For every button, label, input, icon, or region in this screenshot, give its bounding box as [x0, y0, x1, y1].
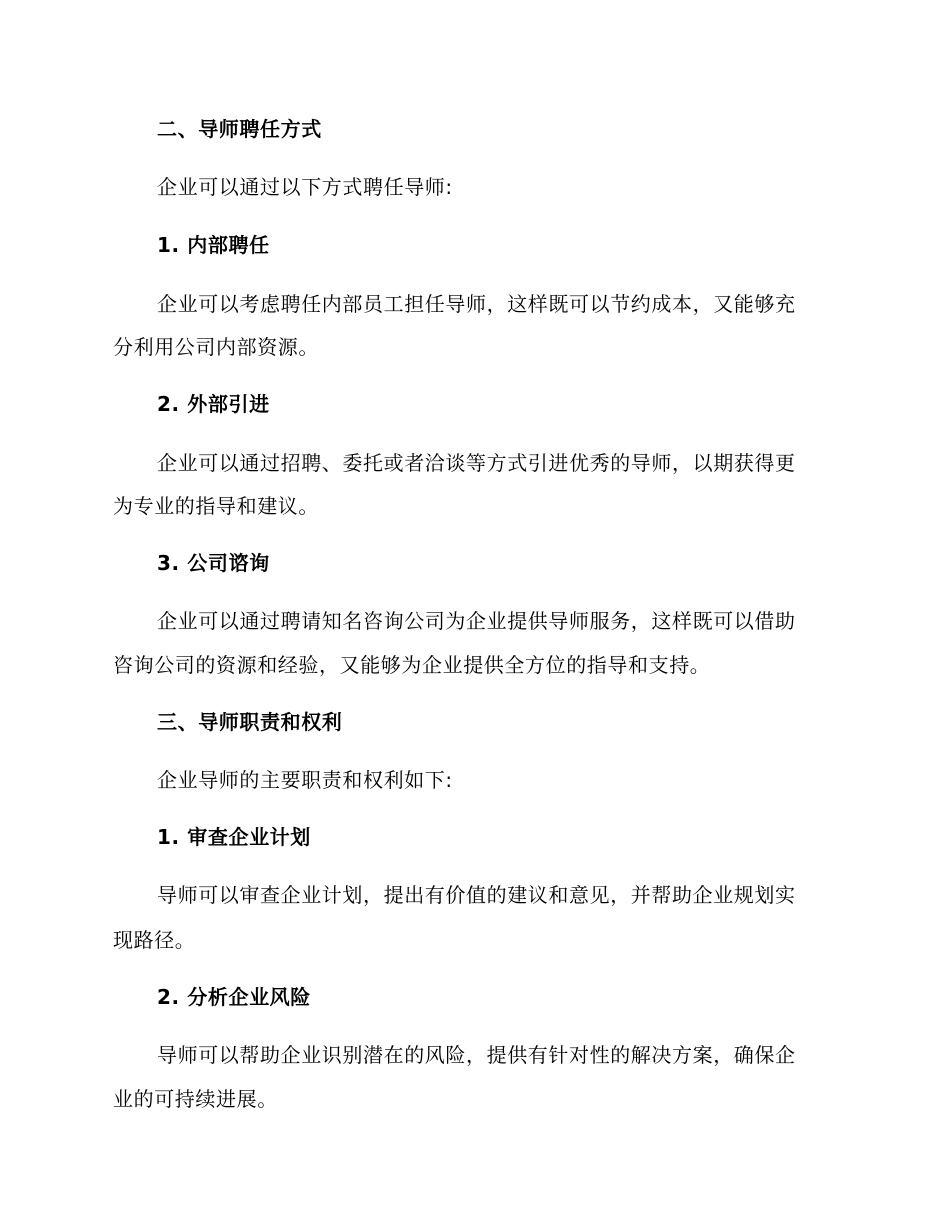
paragraph-line: 业的可持续进展。: [113, 1087, 278, 1111]
paragraph-line: 分利用公司内部资源。: [113, 335, 319, 359]
item-heading: 2. 外部引进: [157, 392, 270, 416]
paragraph-line: 企业可以考虑聘任内部员工担任导师，这样既可以节约成本，又能够充: [157, 292, 796, 316]
paragraph-line: 现路径。: [113, 928, 196, 952]
section-heading: 三、导师职责和权利: [157, 710, 343, 734]
item-heading: 3. 公司谘询: [157, 551, 270, 575]
item-heading: 1. 审查企业计划: [157, 825, 311, 849]
section-heading: 二、导师聘任方式: [157, 117, 322, 141]
item-heading: 2. 分析企业风险: [157, 985, 311, 1009]
paragraph-line: 企业可以通过聘请知名咨询公司为企业提供导师服务，这样既可以借助: [157, 609, 796, 633]
paragraph-line: 导师可以审查企业计划，提出有价值的建议和意见，并帮助企业规划实: [157, 883, 796, 907]
paragraph-line: 为专业的指导和建议。: [113, 494, 319, 518]
paragraph-line: 企业可以通过招聘、委托或者洽谈等方式引进优秀的导师，以期获得更: [157, 451, 796, 475]
paragraph-line: 导师可以帮助企业识别潜在的风险，提供有针对性的解决方案，确保企: [157, 1043, 796, 1067]
paragraph-line: 咨询公司的资源和经验，又能够为企业提供全方位的指导和支持。: [113, 653, 711, 677]
item-heading: 1. 内部聘任: [157, 233, 270, 257]
section-intro: 企业导师的主要职责和权利如下:: [157, 768, 453, 792]
section-intro: 企业可以通过以下方式聘任导师:: [157, 175, 453, 199]
